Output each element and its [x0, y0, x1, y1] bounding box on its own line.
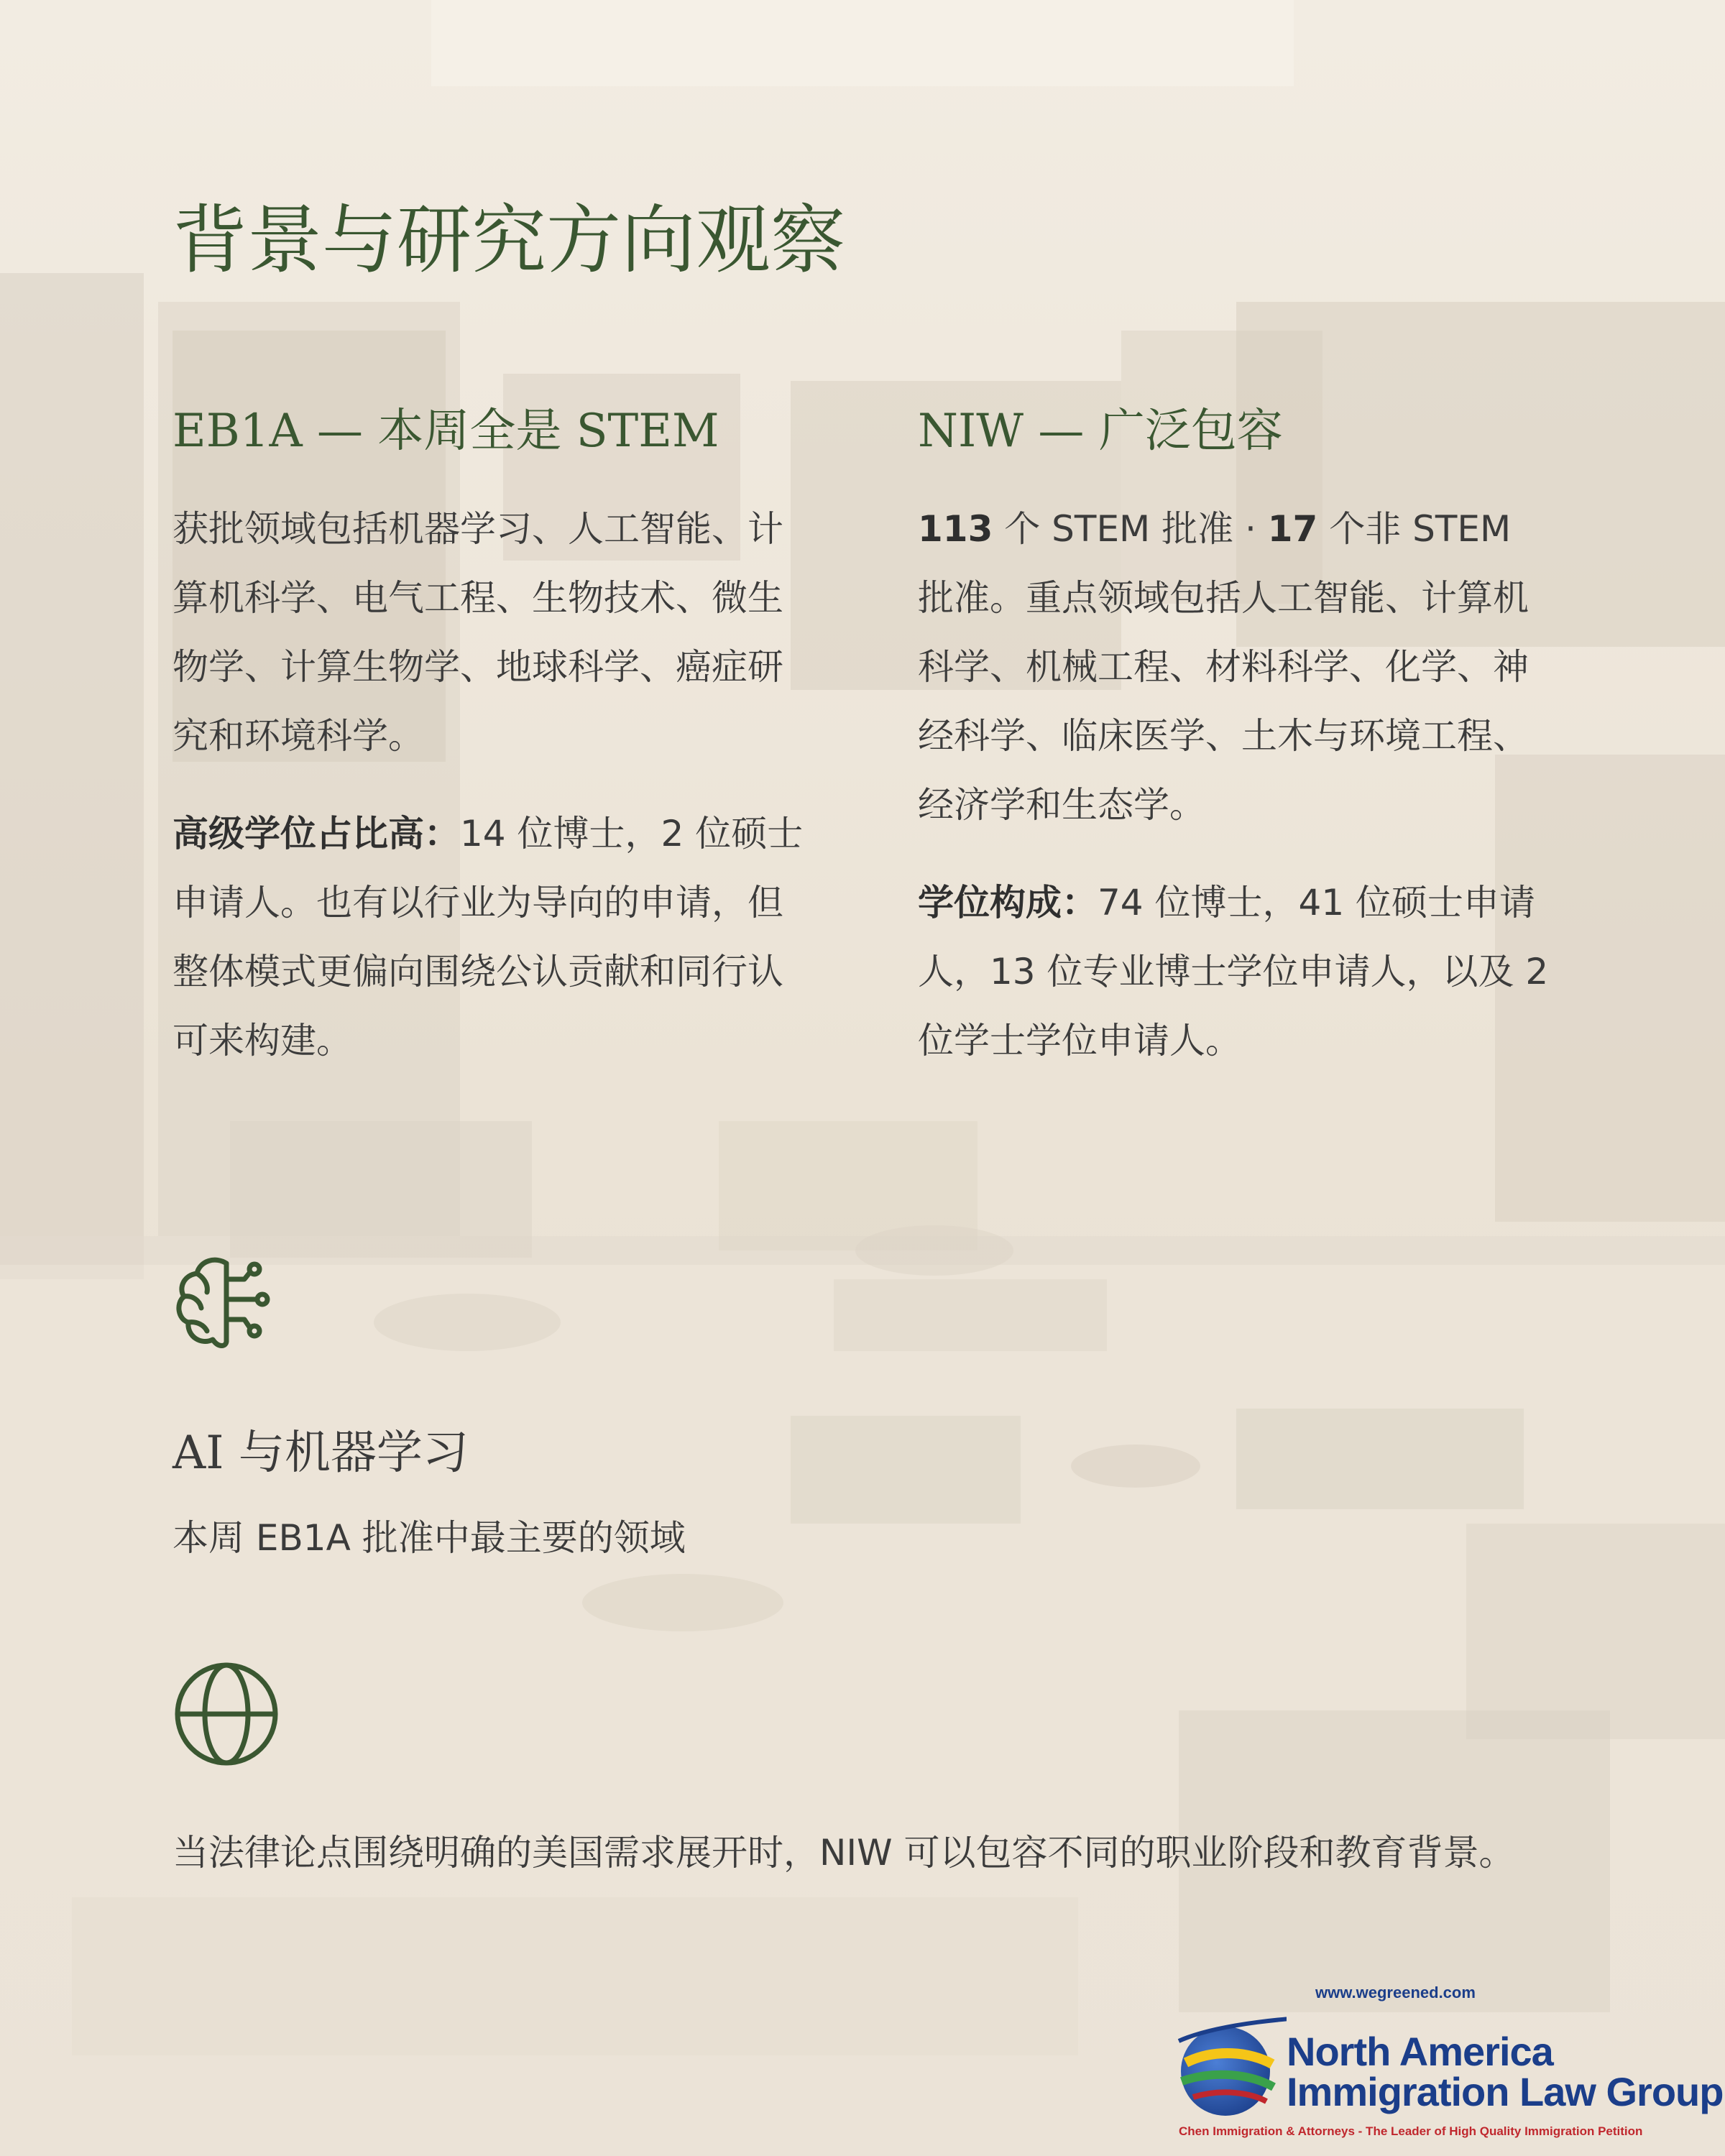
logo-url: www.wegreened.com [1315, 1984, 1476, 2001]
niw-fields-paragraph [918, 494, 1550, 839]
niw-heading: NIW — 广泛包容 [918, 405, 1283, 458]
niw-column [918, 402, 1550, 1104]
page-title: 背景与研究方向观察 [172, 196, 846, 284]
niw-stem-count: 113 [918, 508, 993, 550]
logo-tagline: Chen Immigration & Attorneys - The Leader of High Quality Immigration Petition [1179, 2124, 1643, 2138]
eb1a-fields-paragraph: 获批领域包括机器学习、人工智能、计算机科学、电气工程、生物技术、微生物学、计算生物学、地球科学、癌症研究和环境科学。 [172, 508, 783, 757]
logo-line1: North America [1287, 2029, 1553, 2074]
logo-line2: Immigration Law Group [1287, 2069, 1724, 2114]
niw-non-stem-count: 17 [1267, 508, 1318, 550]
niw-degree-label: 学位构成： [918, 882, 1098, 923]
niw-degree-paragraph [918, 868, 1550, 1075]
feature-title: AI 与机器学习 [172, 1427, 469, 1480]
eb1a-degree-label: 高级学位占比高： [172, 813, 460, 854]
globe-icon [172, 1660, 280, 1768]
eb1a-degree-text: 14 位博士，2 位硕士申请人。也有以行业为导向的申请，但整体模式更偏向围绕公认贡献和同行认可来构建。 [172, 813, 804, 1061]
logo-globe-icon [1164, 2012, 1287, 2120]
eb1a-degree-paragraph [172, 799, 805, 1075]
niw-non-stem-label: 个非 STEM 批准。重点领域包括人工智能、计算机科学、机械工程、材料科学、化学、神经科学、临床医学、土木与环境工程、经济学和生态学。 [918, 508, 1529, 826]
brain-circuit-icon [172, 1250, 280, 1358]
feature-description: 本周 EB1A 批准中最主要的领域 [172, 1517, 686, 1559]
closing-paragraph: 当法律论点围绕明确的美国需求展开时，NIW 可以包容不同的职业阶段和教育背景。 [172, 1832, 1515, 1874]
eb1a-column [172, 402, 805, 1104]
niw-degree-text: 74 位博士，41 位硕士申请人，13 位专业博士学位申请人，以及 2 位学士学位申请人。 [918, 882, 1549, 1061]
eb1a-heading: EB1A — 本周全是 STEM [172, 405, 719, 458]
niw-stem-label: 个 STEM 批准 · [993, 508, 1268, 550]
company-logo [1164, 1984, 1724, 2149]
